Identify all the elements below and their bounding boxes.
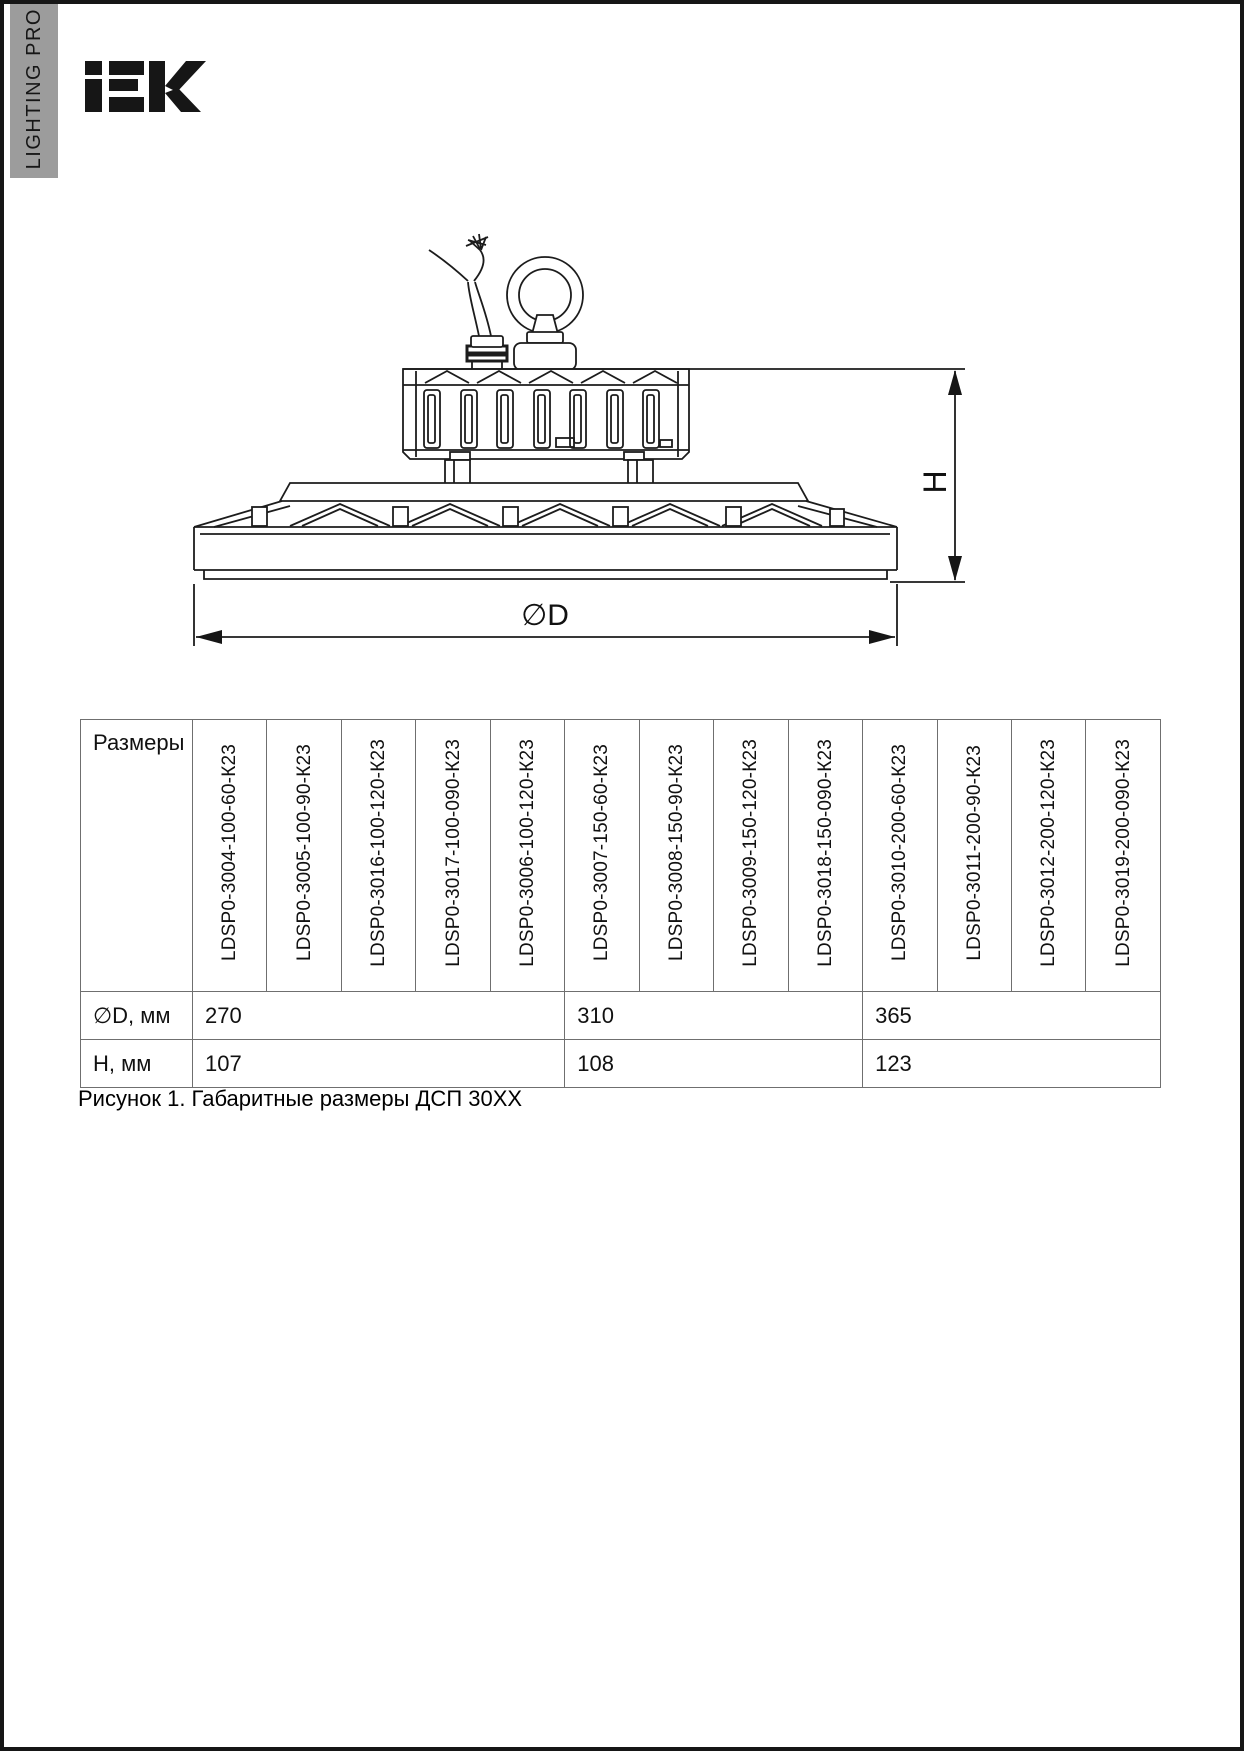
dimension-d bbox=[194, 584, 897, 646]
figure-caption: Рисунок 1. Габаритные размеры ДСП 30ХХ bbox=[78, 1086, 523, 1111]
arrow-right-icon bbox=[869, 630, 895, 644]
arrow-left-icon bbox=[196, 630, 222, 644]
dimensions-table bbox=[80, 719, 1161, 1088]
dimension-value: 107 bbox=[193, 1040, 565, 1088]
eyebolt bbox=[507, 257, 583, 370]
dimension-value: 108 bbox=[565, 1040, 863, 1088]
dimension-h-label: H bbox=[917, 470, 953, 494]
dimension-value: 123 bbox=[863, 1040, 1161, 1088]
cable-wires bbox=[429, 234, 491, 336]
arrow-down-icon bbox=[948, 556, 962, 581]
heatsink-drum bbox=[403, 369, 689, 460]
dish-body bbox=[194, 501, 897, 579]
dimension-value: 310 bbox=[565, 992, 863, 1040]
dimensional-drawing bbox=[0, 0, 1244, 705]
row-label: ∅D, мм bbox=[81, 992, 193, 1040]
model-column-header: LDSP0-3005-100-90-К23 bbox=[267, 720, 341, 992]
dimension-value: 365 bbox=[863, 992, 1161, 1040]
model-column-header: LDSP0-3004-100-60-К23 bbox=[193, 720, 267, 992]
dimension-d-label: ∅D bbox=[521, 599, 569, 632]
dimension-value: 270 bbox=[193, 992, 565, 1040]
model-column-header: LDSP0-3008-150-90-К23 bbox=[639, 720, 713, 992]
table-row bbox=[81, 992, 1161, 1040]
lighting-pro-label: LIGHTING PRO bbox=[22, 8, 45, 170]
model-column-header: LDSP0-3018-150-090-К23 bbox=[788, 720, 862, 992]
cable-gland bbox=[467, 336, 507, 371]
model-column-header: LDSP0-3011-200-90-К23 bbox=[937, 720, 1011, 992]
model-header-row bbox=[81, 720, 1161, 992]
row-label: H, мм bbox=[81, 1040, 193, 1088]
model-column-header: LDSP0-3007-150-60-К23 bbox=[565, 720, 639, 992]
model-column-header: LDSP0-3019-200-090-К23 bbox=[1086, 720, 1160, 992]
model-column-header: LDSP0-3016-100-120-К23 bbox=[341, 720, 415, 992]
model-column-header: LDSP0-3012-200-120-К23 bbox=[1011, 720, 1085, 992]
table-row bbox=[81, 1040, 1161, 1088]
model-column-header: LDSP0-3006-100-120-К23 bbox=[490, 720, 564, 992]
mounting-plate bbox=[280, 483, 808, 501]
model-column-header: LDSP0-3010-200-60-К23 bbox=[863, 720, 937, 992]
model-column-header: LDSP0-3017-100-090-К23 bbox=[416, 720, 490, 992]
luminaire-drawing bbox=[0, 0, 1244, 700]
arrow-up-icon bbox=[948, 370, 962, 395]
model-column-header: LDSP0-3009-150-120-К23 bbox=[714, 720, 788, 992]
table-corner-header: Размеры bbox=[81, 720, 193, 992]
